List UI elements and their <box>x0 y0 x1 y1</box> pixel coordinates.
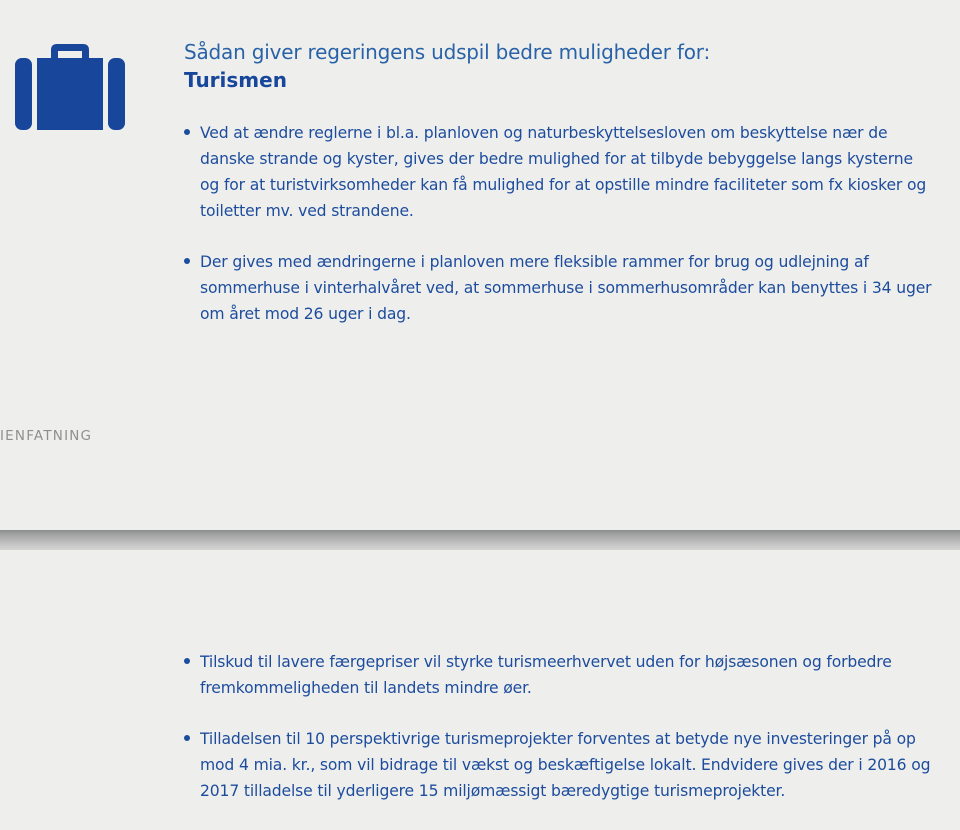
bullet-icon <box>184 658 190 664</box>
suitcase-icon <box>15 43 125 131</box>
bullet-list-top <box>184 120 934 352</box>
list-item-text: Der gives med ændringerne i planloven mere fleksible rammer for brug og udlejning af sommerhuse i vinterhalvåret ved, at sommerhuse i sommerhusområder kan benyttes i 34 uger om året mod 26 uger i dag. <box>200 253 932 323</box>
bullet-icon <box>184 129 190 135</box>
bullet-list-bottom <box>184 649 934 829</box>
section-heading: Turismen <box>184 68 287 92</box>
list-item-text: Tilskud til lavere færgepriser vil styrke turismeerhvervet uden for højsæsonen og forbedre fremkommeligheden til landets mindre øer. <box>200 653 892 697</box>
section-intro: Sådan giver regeringens udspil bedre muligheder for: <box>184 40 711 64</box>
bullet-icon <box>184 258 190 264</box>
bullet-icon <box>184 735 190 741</box>
page-bottom <box>0 550 960 830</box>
list-item <box>184 120 934 224</box>
list-item <box>184 649 934 701</box>
page-divider <box>0 530 960 550</box>
side-label: IENFATNING <box>0 428 93 444</box>
list-item <box>184 726 934 804</box>
list-item <box>184 249 934 327</box>
list-item-text: Tilladelsen til 10 perspektivrige turismeprojekter forventes at betyde nye investeringer på op mod 4 mia. kr., som vil bidrage til vækst og beskæftigelse lokalt. Endvidere gives der i 2016 og 2017 tilladelse til yderligere 15 miljømæssigt bæredygtige turismeprojekter. <box>200 730 931 800</box>
list-item-text: Ved at ændre reglerne i bl.a. planloven og naturbeskyttelsesloven om beskyttelse nær de danske strande og kyster, gives der bedre mulighed for at tilbyde bebyggelse langs kysterne og for at turistvirksomheder kan få mulighed for at opstille mindre faciliteter som fx kiosker og toiletter mv. ved strandene. <box>200 124 927 220</box>
